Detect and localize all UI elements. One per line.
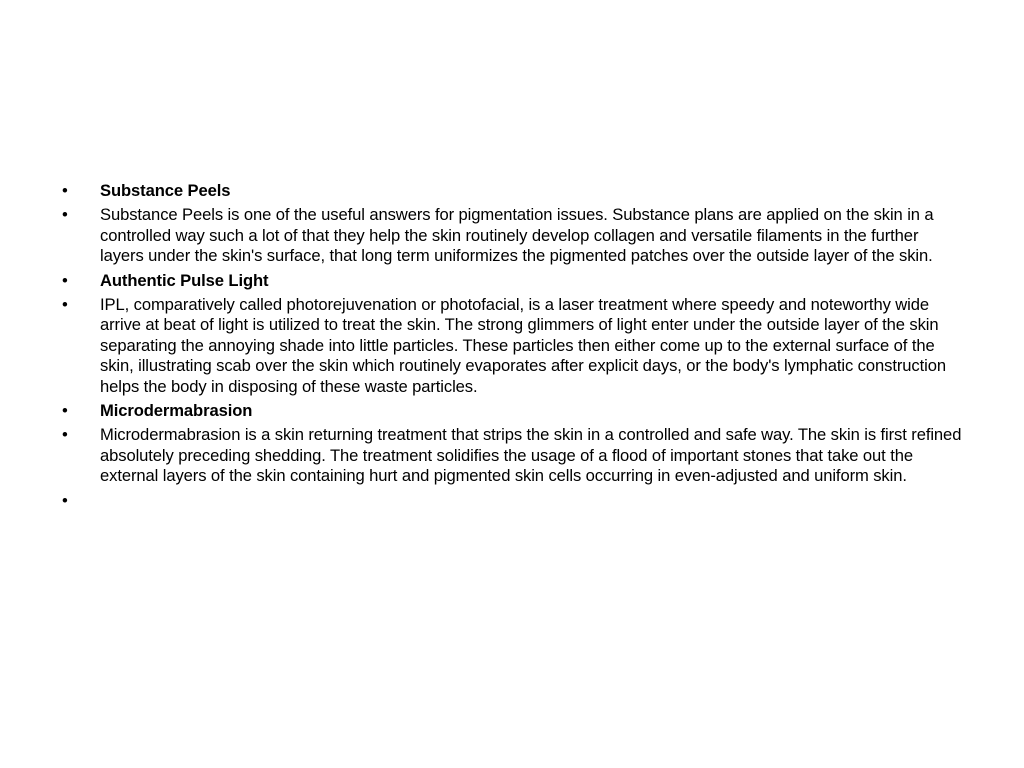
bullet-body-substance-peels	[62, 205, 962, 266]
bullet-body-microdermabrasion	[62, 425, 962, 486]
bullet-icon: •	[62, 401, 68, 421]
bullet-body-authentic-pulse-light	[62, 295, 962, 397]
bullet-heading-microdermabrasion	[62, 401, 962, 421]
bullet-list	[62, 181, 962, 510]
bullet-icon: •	[62, 181, 68, 200]
bullet-text: Microdermabrasion	[100, 401, 253, 421]
bullet-icon: •	[62, 295, 68, 315]
bullet-text: IPL, comparatively called photorejuvenation or photofacial, is a laser treatment where speedy and noteworthy wide arrive at beat of light is utilized to treat the skin. The strong glimmers of light enter under the outside layer of the skin separating the annoying shade into little particles. These particles then either come up to the external surface of the skin, illustrating scab over the skin which routinely evaporates after explicit days, or the body's lymphatic construction helps the body in disposing of these waste particles.	[100, 295, 946, 396]
bullet-icon: •	[62, 425, 68, 445]
bullet-icon: •	[62, 205, 68, 225]
bullet-text: Authentic Pulse Light	[100, 270, 269, 290]
bullet-heading-substance-peels	[62, 181, 962, 201]
bullet-text: Substance Peels	[100, 181, 231, 200]
bullet-text: Substance Peels is one of the useful answers for pigmentation issues. Substance plans are applied on the skin in a controlled way such a lot of that they help the skin routinely develop collagen and versatile filaments in the further layers under the skin's surface, that long term uniformizes the pigmented patches over the outside layer of the skin.	[100, 205, 934, 266]
bullet-icon: •	[62, 490, 68, 510]
bullet-heading-authentic-pulse-light	[62, 271, 962, 291]
bullet-text: Microdermabrasion is a skin returning treatment that strips the skin in a controlled and safe way. The skin is first refined absolutely preceding shedding. The treatment solidifies the usage of a flood of important stones that take out the external layers of the skin containing hurt and pigmented skin cells occurring in even-adjusted and uniform skin.	[100, 425, 962, 486]
bullet-icon: •	[62, 270, 68, 290]
